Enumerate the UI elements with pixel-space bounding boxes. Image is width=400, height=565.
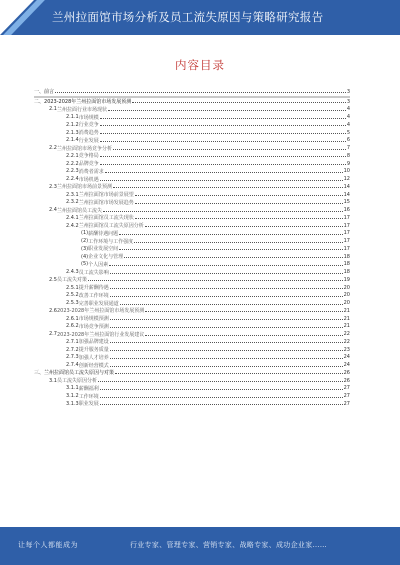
- toc-entry-page: 5: [346, 129, 350, 136]
- toc-entry-number: (2): [81, 238, 89, 245]
- toc-entry-title: 薪酬福利: [78, 385, 99, 392]
- toc-entry[interactable]: [34, 230, 350, 238]
- toc-leader-dots: [110, 342, 343, 343]
- toc-leader-dots: [124, 257, 343, 258]
- toc-entry-page: 24: [343, 354, 350, 361]
- toc-entry-page: 19: [343, 276, 350, 283]
- toc-leader-dots: [110, 273, 343, 274]
- toc-leader-dots: [134, 242, 343, 243]
- toc-entry-number: 3.1.2: [66, 393, 79, 400]
- toc-leader-dots: [109, 265, 343, 266]
- toc-leader-dots: [108, 110, 346, 111]
- toc-entry-number: 2.1: [49, 106, 57, 113]
- toc-entry-page: 23: [343, 346, 350, 353]
- toc-entry-title: 创新经营模式: [78, 362, 109, 369]
- toc-entry-page: 17: [343, 222, 350, 229]
- toc-entry[interactable]: [34, 276, 350, 284]
- toc-leader-dots: [100, 118, 346, 119]
- toc-entry-page: 21: [343, 307, 350, 314]
- toc-entry[interactable]: [34, 323, 350, 331]
- toc-leader-dots: [119, 249, 343, 250]
- toc-entry-page: 18: [343, 253, 350, 260]
- toc-leader-dots: [110, 327, 343, 328]
- toc-leader-dots: [55, 92, 346, 93]
- toc-entry-page: 21: [343, 315, 350, 322]
- toc-entry-page: 18: [343, 261, 350, 268]
- toc-leader-dots: [100, 156, 346, 157]
- toc-entry[interactable]: [34, 400, 350, 408]
- toc-entry-page: 8: [346, 152, 350, 159]
- toc-entry[interactable]: [34, 377, 350, 385]
- toc-leader-dots: [105, 172, 343, 173]
- toc-entry-page: 17: [343, 245, 350, 252]
- toc-leader-dots: [113, 187, 343, 188]
- toc-entry[interactable]: [34, 361, 350, 369]
- toc-entry-title: 前言: [44, 89, 55, 96]
- toc-leader-dots: [110, 319, 343, 320]
- toc-entry[interactable]: [34, 137, 350, 145]
- toc-entry-page: 14: [343, 191, 350, 198]
- toc-entry-page: 14: [343, 183, 350, 190]
- toc-entry[interactable]: [34, 253, 350, 261]
- toc-leader-dots: [135, 195, 343, 196]
- toc-leader-dots: [100, 180, 343, 181]
- toc-entry-page: 7: [346, 145, 350, 152]
- toc-leader-dots: [110, 366, 343, 367]
- toc-entry[interactable]: [34, 268, 350, 276]
- toc-leader-dots: [100, 397, 343, 398]
- toc-entry-number: 2.7.2: [66, 346, 79, 353]
- toc-entry-page: 3: [346, 98, 350, 105]
- toc-entry-page: 10: [343, 168, 350, 175]
- toc-entry-title: 薪酬待遇问题: [88, 230, 119, 237]
- document-title: 兰州拉面馆市场分析及员工流失原因与策略研究报告: [52, 10, 324, 24]
- toc-leader-dots: [100, 133, 346, 134]
- toc-entry-number: 2.5.2: [66, 292, 79, 299]
- toc-entry[interactable]: [34, 175, 350, 183]
- toc-entry-title: 消费者需求: [78, 168, 104, 175]
- toc-entry-number: 2.2.3: [66, 168, 79, 175]
- toc-entry-page: 15: [343, 199, 350, 206]
- toc-entry-title: 竞争格局: [78, 153, 99, 160]
- toc-entry-number: 2.4.3: [66, 269, 79, 276]
- toc-leader-dots: [132, 102, 346, 103]
- toc-entry-number: 2.3.2: [66, 199, 79, 206]
- toc-entry-title: 加强人才培养: [78, 354, 109, 361]
- toc-entry-number: 3.1.1: [66, 385, 79, 392]
- toc-entry-page: 24: [343, 362, 350, 369]
- toc-leader-dots: [100, 125, 346, 126]
- toc-leader-dots: [98, 381, 343, 382]
- toc-leader-dots: [120, 304, 343, 305]
- toc-entry-title: 品牌竞争: [78, 161, 99, 168]
- toc-entry-number: 二、: [34, 99, 45, 106]
- toc-entry-number: 2.6.2: [66, 323, 79, 330]
- toc-entry-title: 企业文化与管理: [88, 254, 124, 261]
- toc-entry-title: 市场竞争预测: [78, 323, 109, 330]
- toc-leader-dots: [145, 311, 342, 312]
- toc-entry[interactable]: [34, 160, 350, 168]
- toc-entry-page: 4: [346, 106, 350, 113]
- toc-leader-dots: [100, 404, 343, 405]
- toc-entry-page: 4: [346, 114, 350, 121]
- toc-entry-title: 行业竞争: [78, 122, 99, 129]
- footer-banner: [0, 527, 400, 565]
- toc-entry[interactable]: [34, 199, 350, 207]
- toc-entry-page: 6: [346, 137, 350, 144]
- toc-entry[interactable]: [34, 214, 350, 222]
- toc-entry-title: 兰州拉面馆员工流失原因与对策: [44, 370, 115, 377]
- toc-entry-number: 2.4.1: [66, 214, 79, 221]
- toc-leader-dots: [135, 203, 343, 204]
- toc-entry-title: 提升薪酬待遇: [78, 285, 109, 292]
- toc-entry-page: 21: [343, 323, 350, 330]
- toc-entry-page: 20: [343, 300, 350, 307]
- toc-entry-number: 2.4.2: [66, 222, 79, 229]
- toc-leader-dots: [110, 350, 343, 351]
- toc-entry-number: 2.6: [49, 307, 57, 314]
- toc-entry-title: 提升服务质量: [78, 347, 109, 354]
- toc-entry[interactable]: [34, 152, 350, 160]
- toc-entry-title: 完善职业发展通道: [78, 300, 119, 307]
- toc-entry-number: 2.7.3: [66, 354, 79, 361]
- toc-entry-title: 2023-2028年兰州拉面馆市场发展预测: [56, 308, 145, 315]
- toc-entry[interactable]: [34, 97, 350, 106]
- toc-entry-title: 兰州拉面馆员工流失现状: [78, 215, 134, 222]
- toc-entry-title: 2023-2028年兰州拉面馆市场发展预测: [44, 99, 132, 106]
- toc-entry-title: 加强品牌建设: [78, 339, 109, 346]
- toc-entry-page: 27: [343, 400, 350, 407]
- toc-entry-page: 20: [343, 292, 350, 299]
- toc-entry[interactable]: [34, 191, 350, 199]
- toc-entry[interactable]: [34, 121, 350, 129]
- toc-entry-page: 26: [343, 377, 350, 384]
- toc-entry-title: 工作环境与工作强度: [88, 238, 134, 245]
- header-banner: [0, 0, 400, 35]
- toc-leader-dots: [145, 226, 343, 227]
- toc-entry-number: 2.3: [49, 183, 57, 190]
- toc-entry-page: 9: [346, 160, 350, 167]
- toc-entry-number: (4): [81, 253, 89, 260]
- toc-entry-page: 27: [343, 393, 350, 400]
- toc-entry-page: 22: [343, 331, 350, 338]
- toc-entry[interactable]: [34, 385, 350, 393]
- toc-entry-page: 27: [343, 385, 350, 392]
- toc-entry[interactable]: [34, 392, 350, 400]
- toc-leader-dots: [100, 389, 343, 390]
- toc-leader-dots: [145, 335, 342, 336]
- toc-entry[interactable]: [34, 284, 350, 292]
- toc-entry-title: 兰州拉面馆市场前景预测: [56, 184, 112, 191]
- toc-entry-title: 兰州拉面行业市场现状: [56, 106, 107, 113]
- toc-heading: 内容目录: [175, 58, 225, 72]
- footer-tagline: 行业专家、管理专家、营销专家、战略专家、成功企业家……: [130, 541, 328, 549]
- toc-entry[interactable]: [34, 299, 350, 307]
- toc-entry[interactable]: [34, 129, 350, 137]
- toc-entry[interactable]: [34, 183, 350, 191]
- toc-entry-number: 2.7.4: [66, 362, 79, 369]
- toc-entry-title: 员工流失影响: [78, 269, 109, 276]
- toc-entry[interactable]: [34, 261, 350, 269]
- footer-slogan: 让每个人都能成为: [18, 541, 78, 549]
- toc-entry-number: 2.2.4: [66, 176, 79, 183]
- toc-entry-title: 2023-2028年兰州拉面馆行业发展建议: [56, 331, 145, 338]
- toc-entry[interactable]: [34, 307, 350, 315]
- toc-entry[interactable]: [34, 144, 350, 152]
- toc-entry-title: 职业发展空间: [88, 246, 119, 253]
- toc-entry-page: 17: [343, 214, 350, 221]
- toc-entry-number: (5): [81, 261, 89, 268]
- header-corner-cut: [0, 0, 34, 35]
- toc-entry-page: 26: [343, 369, 350, 376]
- toc-entry-page: 3: [346, 88, 350, 95]
- toc-entry-page: 17: [343, 238, 350, 245]
- toc-entry[interactable]: [34, 346, 350, 354]
- toc-leader-dots: [113, 149, 346, 150]
- toc-entry-number: 2.7: [49, 331, 57, 338]
- toc-entry-title: 个人因素: [88, 261, 109, 268]
- toc-entry[interactable]: [34, 330, 350, 338]
- toc-leader-dots: [119, 234, 343, 235]
- toc-entry[interactable]: [34, 106, 350, 114]
- toc-entry-number: 2.1.1: [66, 114, 79, 121]
- toc-entry-page: 16: [343, 207, 350, 214]
- toc-entry-number: 2.1.2: [66, 121, 79, 128]
- toc-entry[interactable]: [34, 245, 350, 253]
- toc-entry[interactable]: [34, 338, 350, 346]
- toc-entry-number: 2.2: [49, 145, 57, 152]
- toc-entry[interactable]: [34, 369, 350, 377]
- toc-entry-number: 3.1.3: [66, 400, 79, 407]
- toc-entry[interactable]: [34, 237, 350, 245]
- toc-entry-title: 市场规模: [78, 114, 99, 121]
- toc-entry-title: 兰州拉面馆市场前景展望: [78, 192, 134, 199]
- toc-entry-title: 市场规模预测: [78, 316, 109, 323]
- toc-entry-title: 消费趋势: [78, 130, 99, 137]
- toc-entry-title: 兰州拉面馆员工流失: [56, 207, 102, 214]
- toc-leader-dots: [110, 296, 343, 297]
- toc-entry-number: 一、: [34, 89, 45, 96]
- toc-entry[interactable]: [34, 315, 350, 323]
- toc-entry-number: 2.5.1: [66, 284, 79, 291]
- toc-entry-number: 2.5.3: [66, 300, 79, 307]
- toc-entry-number: 2.5: [49, 276, 57, 283]
- toc-entry-title: 市场机遇: [78, 176, 99, 183]
- toc-entry-title: 兰州拉面馆市场发展趋势: [78, 199, 134, 206]
- toc-leader-dots: [110, 358, 343, 359]
- toc-entry-number: 2.7.1: [66, 338, 79, 345]
- toc-entry-title: 员工流失原因分析: [56, 378, 97, 385]
- toc-entry-title: 员工流失对策: [56, 277, 87, 284]
- toc-leader-dots: [100, 141, 346, 142]
- toc-entry-number: (1): [81, 230, 89, 237]
- toc-entry-number: 2.4: [49, 207, 57, 214]
- toc-entry-number: 3.1: [49, 377, 57, 384]
- toc-entry-title: 改善工作环境: [78, 292, 109, 299]
- toc-leader-dots: [115, 373, 343, 374]
- toc-entry-page: 18: [343, 269, 350, 276]
- toc-entry-title: 职业发展: [78, 401, 99, 408]
- toc-leader-dots: [100, 164, 346, 165]
- toc-entry-number: 2.1.4: [66, 137, 79, 144]
- toc-entry[interactable]: [34, 88, 350, 97]
- toc-entry-title: 兰州拉面馆市场竞争分析: [56, 145, 112, 152]
- toc-entry-number: 2.2.2: [66, 160, 79, 167]
- toc-entry-number: (3): [81, 245, 89, 252]
- toc-leader-dots: [88, 280, 343, 281]
- toc-entry[interactable]: [34, 354, 350, 362]
- toc-entry[interactable]: [34, 168, 350, 176]
- toc-entry-number: 2.1.3: [66, 129, 79, 136]
- toc-entry[interactable]: [34, 292, 350, 300]
- toc-entry-number: 三、: [34, 370, 45, 377]
- toc-leader-dots: [103, 211, 343, 212]
- toc-entry-page: 20: [343, 284, 350, 291]
- toc-entry-title: 行业发展: [78, 137, 99, 144]
- toc-leader-dots: [110, 288, 343, 289]
- toc-entry[interactable]: [34, 222, 350, 230]
- toc-leader-dots: [135, 218, 343, 219]
- toc-entry-number: 2.6.1: [66, 315, 79, 322]
- table-of-contents: [34, 88, 350, 408]
- toc-entry-page: 22: [343, 338, 350, 345]
- toc-entry-page: 4: [346, 121, 350, 128]
- toc-entry[interactable]: [34, 113, 350, 121]
- toc-entry-page: 12: [343, 176, 350, 183]
- toc-entry-page: 17: [343, 230, 350, 237]
- toc-entry-number: 2.2.1: [66, 152, 79, 159]
- toc-entry-number: 2.3.1: [66, 191, 79, 198]
- toc-entry-title: 兰州拉面馆员工流失原因分析: [78, 223, 144, 230]
- toc-entry-title: 工作环境: [78, 393, 99, 400]
- toc-entry[interactable]: [34, 206, 350, 214]
